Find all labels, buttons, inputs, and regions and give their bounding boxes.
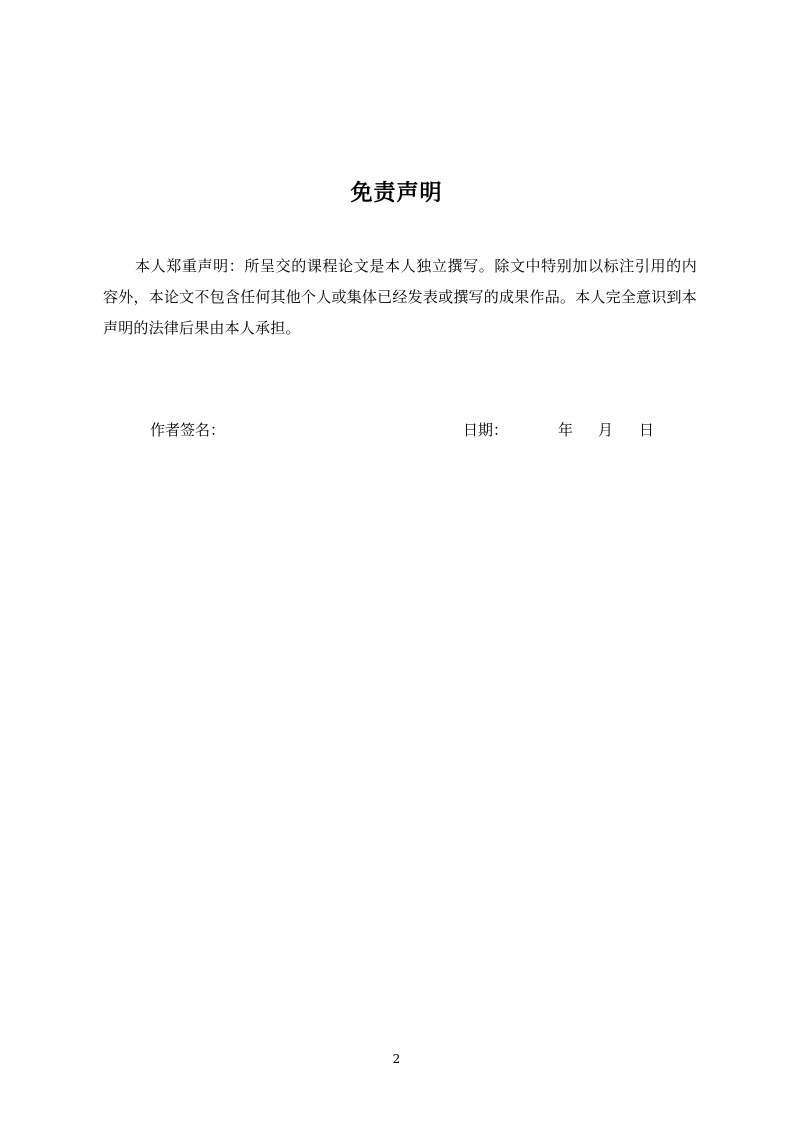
page-title: 免责声明 [350, 181, 443, 206]
declaration-paragraph: 本人郑重声明：所呈交的课程论文是本人独立撰写。除文中特别加以标注引用的内容外，本论文不包含任何其他个人或集体已经发表或撰写的成果作品。本人完全意识到本声明的法律后果由本人承担。 [103, 257, 697, 337]
page-number: 2 [392, 1052, 401, 1066]
date-month-label: 月 [598, 421, 614, 439]
date-label: 日期： [463, 421, 509, 439]
date-day-label: 日 [639, 421, 655, 439]
author-signature-label: 作者签名： [150, 421, 226, 439]
date-year-label: 年 [558, 421, 574, 439]
